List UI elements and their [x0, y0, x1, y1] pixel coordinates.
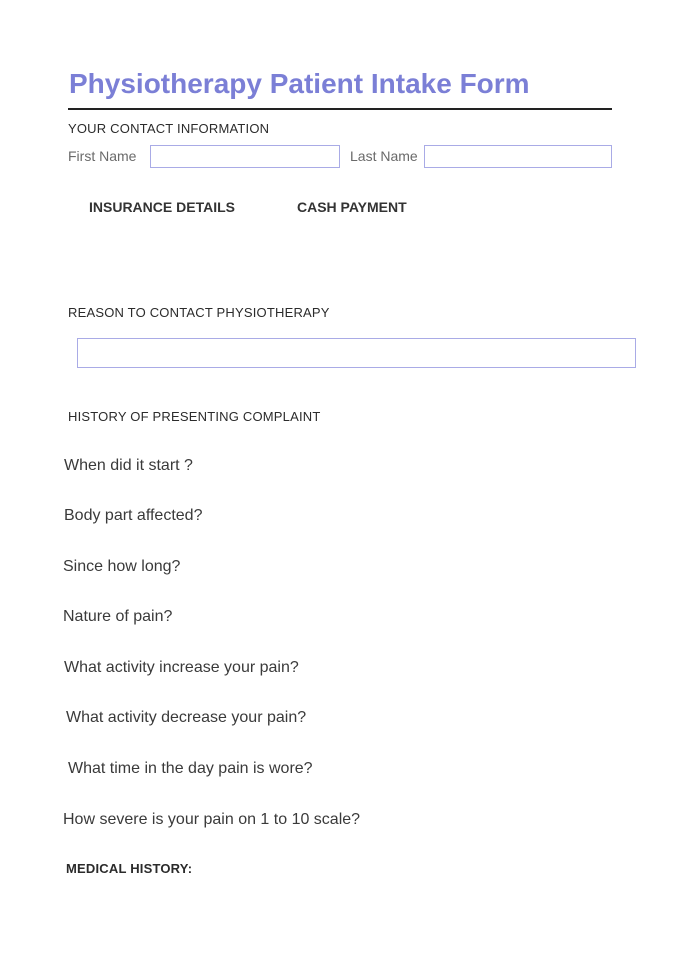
medical-history-heading: MEDICAL HISTORY: — [66, 861, 193, 876]
last-name-input[interactable] — [424, 145, 612, 168]
question-body-part: Body part affected? — [64, 507, 203, 524]
first-name-label: First Name — [68, 148, 137, 164]
history-heading: HISTORY OF PRESENTING COMPLAINT — [68, 409, 321, 424]
reason-input[interactable] — [77, 338, 636, 368]
question-decrease-activity: What activity decrease your pain? — [66, 709, 307, 726]
page-title: Physiotherapy Patient Intake Form — [69, 68, 530, 99]
title-divider — [68, 108, 612, 110]
contact-info-heading: YOUR CONTACT INFORMATION — [68, 121, 270, 136]
question-increase-activity: What activity increase your pain? — [64, 659, 299, 676]
last-name-label: Last Name — [350, 148, 418, 164]
question-duration: Since how long? — [63, 558, 181, 575]
cash-payment-option[interactable]: CASH PAYMENT — [297, 199, 407, 215]
question-pain-severity: How severe is your pain on 1 to 10 scale? — [63, 811, 361, 828]
question-time-of-day: What time in the day pain is wore? — [68, 760, 313, 777]
first-name-input[interactable] — [150, 145, 340, 168]
insurance-details-option[interactable]: INSURANCE DETAILS — [89, 199, 235, 215]
reason-heading: REASON TO CONTACT PHYSIOTHERAPY — [68, 305, 330, 320]
question-when-started: When did it start ? — [64, 457, 193, 474]
question-nature-of-pain: Nature of pain? — [63, 608, 173, 625]
